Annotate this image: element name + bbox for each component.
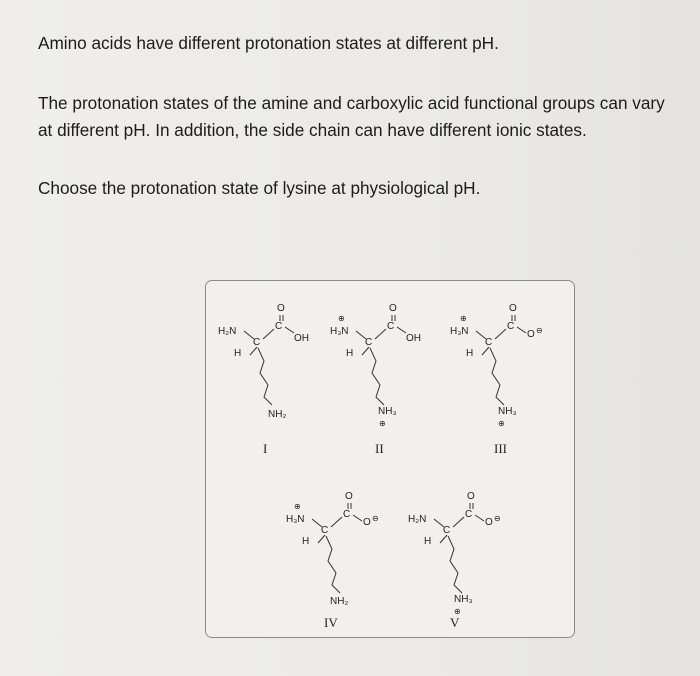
structure-iii-side-chain-charge: ⊕ <box>498 419 505 428</box>
question-explanation-line-1: The protonation states of the amine and carboxylic acid functional groups can vary <box>38 93 665 113</box>
structure-iv-label: IV <box>324 615 338 630</box>
structure-iv-alpha-amine-charge: ⊕ <box>294 502 301 511</box>
structure-i-alpha-hydrogen: H <box>234 348 242 359</box>
structure-v-alpha-hydrogen: H <box>424 536 432 547</box>
structure-v <box>408 491 501 630</box>
structure-v-side-chain-amine: NH₃ <box>454 594 473 605</box>
structure-ii-alpha-carbon: C <box>365 337 373 348</box>
structure-i-carbonyl-oxygen: O <box>277 303 285 314</box>
structure-iii-carbonyl-oxygen: O <box>509 303 517 314</box>
structure-v-carboxylate-charge: ⊖ <box>494 514 501 523</box>
structure-i-carboxyl-group: OH <box>294 333 309 344</box>
structure-iii-alpha-carbon: C <box>485 337 493 348</box>
structure-v-carbonyl-carbon: C <box>465 509 473 520</box>
structure-iii-carbonyl-carbon: C <box>507 321 515 332</box>
structure-iv-alpha-amine: H₃N <box>286 514 305 525</box>
structure-ii-label: II <box>375 441 384 456</box>
structure-iii-carboxylate-oxygen: O <box>527 329 535 340</box>
structure-ii-carbonyl-oxygen: O <box>389 303 397 314</box>
structure-ii-alpha-amine-charge: ⊕ <box>338 314 345 323</box>
question-prompt: Choose the protonation state of lysine at physiological pH. <box>38 178 481 198</box>
structure-iii <box>450 303 543 456</box>
structure-ii-alpha-hydrogen: H <box>346 348 354 359</box>
structure-i-label: I <box>263 441 268 456</box>
structure-v-label: V <box>450 615 460 630</box>
structure-iii-carboxylate-charge: ⊖ <box>536 326 543 335</box>
structure-v-carboxylate-oxygen: O <box>485 517 493 528</box>
structure-i <box>218 303 309 456</box>
structure-iv <box>286 491 379 630</box>
question-explanation-line-2: at different pH. In addition, the side chain can have different ionic states. <box>38 120 587 140</box>
structure-iii-alpha-hydrogen: H <box>466 348 474 359</box>
structure-i-carbonyl-carbon: C <box>275 321 283 332</box>
structure-iv-side-chain-amine: NH₂ <box>330 596 349 607</box>
structure-ii-carboxyl-group: OH <box>406 333 421 344</box>
structure-iv-alpha-hydrogen: H <box>302 536 310 547</box>
structure-iv-carbonyl-oxygen: O <box>345 491 353 502</box>
structure-i-alpha-carbon: C <box>253 337 261 348</box>
structure-i-side-chain-amine: NH₂ <box>268 409 287 420</box>
structure-ii-side-chain-charge: ⊕ <box>379 419 386 428</box>
lysine-structures-figure <box>205 280 575 638</box>
structure-ii-carbonyl-carbon: C <box>387 321 395 332</box>
structure-v-carbonyl-oxygen: O <box>467 491 475 502</box>
structure-iii-alpha-amine: H₃N <box>450 326 469 337</box>
structure-iv-alpha-carbon: C <box>321 525 329 536</box>
structure-ii-alpha-amine: H₃N <box>330 326 349 337</box>
structures-svg <box>206 281 576 639</box>
structure-iv-carbonyl-carbon: C <box>343 509 351 520</box>
structure-iii-alpha-amine-charge: ⊕ <box>460 314 467 323</box>
structure-ii-side-chain-amine: NH₃ <box>378 406 397 417</box>
structure-i-alpha-amine: H₂N <box>218 326 237 337</box>
structure-v-alpha-amine: H₂N <box>408 514 427 525</box>
structure-ii <box>330 303 421 456</box>
structure-iii-side-chain-amine: NH₃ <box>498 406 517 417</box>
structure-iv-carboxylate-charge: ⊖ <box>372 514 379 523</box>
structure-iii-label: III <box>494 441 507 456</box>
structure-v-side-chain-charge: ⊕ <box>454 607 461 616</box>
structure-v-alpha-carbon: C <box>443 525 451 536</box>
structure-iv-carboxylate-oxygen: O <box>363 517 371 528</box>
question-intro: Amino acids have different protonation states at different pH. <box>38 33 499 53</box>
